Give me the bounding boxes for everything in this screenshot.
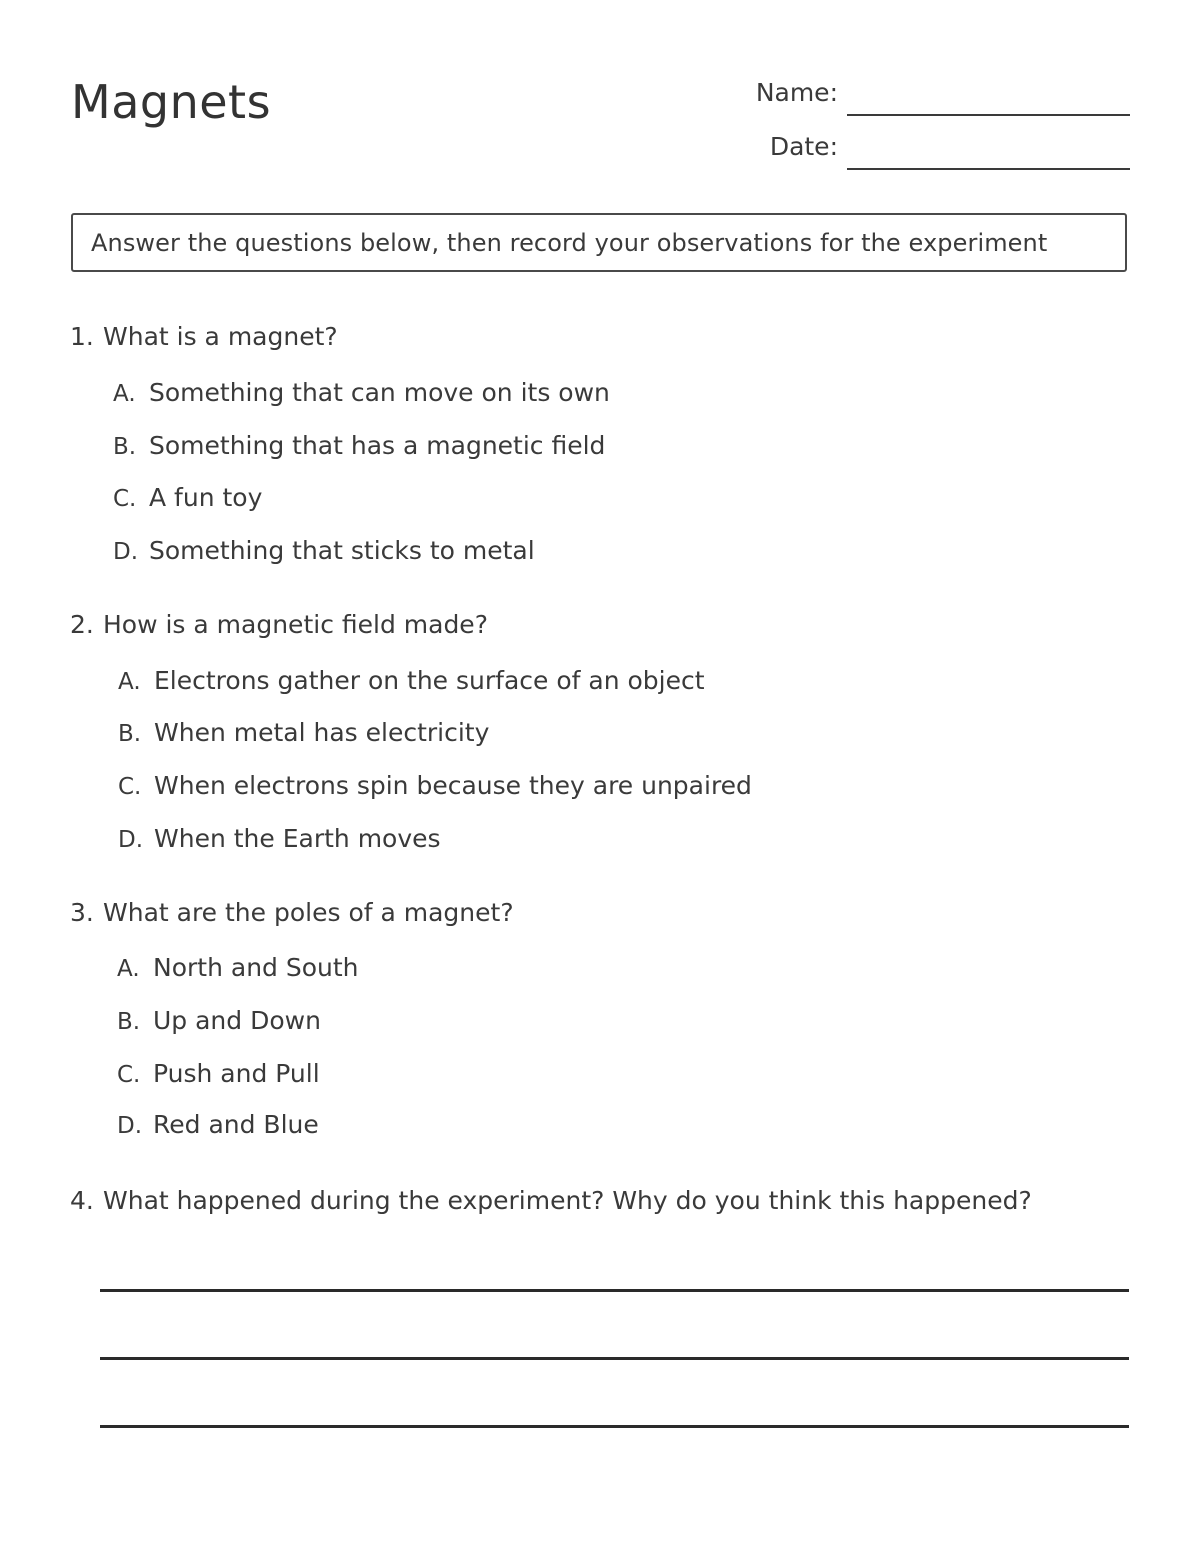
question-3-option-b [117, 1004, 321, 1039]
question-3 [70, 896, 514, 930]
answer-line-3[interactable] [100, 1425, 1129, 1428]
question-text: How is a magnetic field made? [103, 610, 488, 639]
option-text: Something that has a magnetic field [149, 431, 606, 460]
option-letter: C. [118, 774, 142, 800]
question-3-option-a [117, 951, 359, 986]
question-4 [70, 1184, 1032, 1218]
option-letter: D. [118, 827, 144, 853]
date-field-row [700, 130, 1130, 170]
question-2-option-b [118, 716, 489, 751]
question-3-option-d [117, 1108, 319, 1143]
option-text: When metal has electricity [154, 718, 490, 747]
name-field-row [700, 76, 1130, 116]
option-text: Something that sticks to metal [149, 536, 535, 565]
question-text: What are the poles of a magnet? [103, 898, 514, 927]
option-letter: D. [113, 539, 139, 565]
question-number: 4. [70, 1186, 94, 1215]
option-letter: A. [117, 956, 140, 982]
option-text: Push and Pull [153, 1059, 320, 1088]
option-letter: A. [118, 669, 141, 695]
question-1-option-b [113, 429, 605, 464]
option-text: When electrons spin because they are unpaired [154, 771, 752, 800]
date-label: Date: [769, 132, 838, 161]
date-field-line[interactable] [847, 168, 1130, 170]
question-2-option-c [118, 769, 752, 804]
question-1-option-a [113, 376, 610, 411]
question-3-option-c [117, 1057, 320, 1092]
option-text: Something that can move on its own [149, 378, 610, 407]
option-text: When the Earth moves [154, 824, 441, 853]
option-letter: C. [117, 1062, 141, 1088]
option-text: Up and Down [153, 1006, 321, 1035]
option-letter: A. [113, 381, 136, 407]
option-letter: B. [118, 721, 142, 747]
question-text: What is a magnet? [103, 322, 338, 351]
question-1-option-c [113, 481, 262, 516]
option-text: Red and Blue [153, 1110, 319, 1139]
question-1-option-d [113, 534, 535, 569]
question-2 [70, 608, 488, 642]
question-1 [70, 320, 338, 354]
name-label: Name: [755, 78, 838, 107]
answer-line-2[interactable] [100, 1357, 1129, 1360]
question-text: What happened during the experiment? Why do you think this happened? [103, 1186, 1032, 1215]
option-letter: B. [117, 1009, 141, 1035]
name-field-line[interactable] [847, 114, 1130, 116]
answer-line-1[interactable] [100, 1289, 1129, 1292]
question-number: 2. [70, 610, 94, 639]
option-text: North and South [153, 953, 359, 982]
option-letter: D. [117, 1113, 143, 1139]
option-letter: C. [113, 486, 137, 512]
question-2-option-d [118, 822, 441, 857]
instructions-text: Answer the questions below, then record your observations for the experiment [91, 229, 1048, 257]
question-2-option-a [118, 664, 705, 699]
question-number: 1. [70, 322, 94, 351]
option-text: Electrons gather on the surface of an object [154, 666, 705, 695]
option-letter: B. [113, 434, 137, 460]
question-number: 3. [70, 898, 94, 927]
page-title: Magnets [71, 75, 272, 129]
instructions-box [71, 213, 1127, 272]
option-text: A fun toy [149, 483, 263, 512]
